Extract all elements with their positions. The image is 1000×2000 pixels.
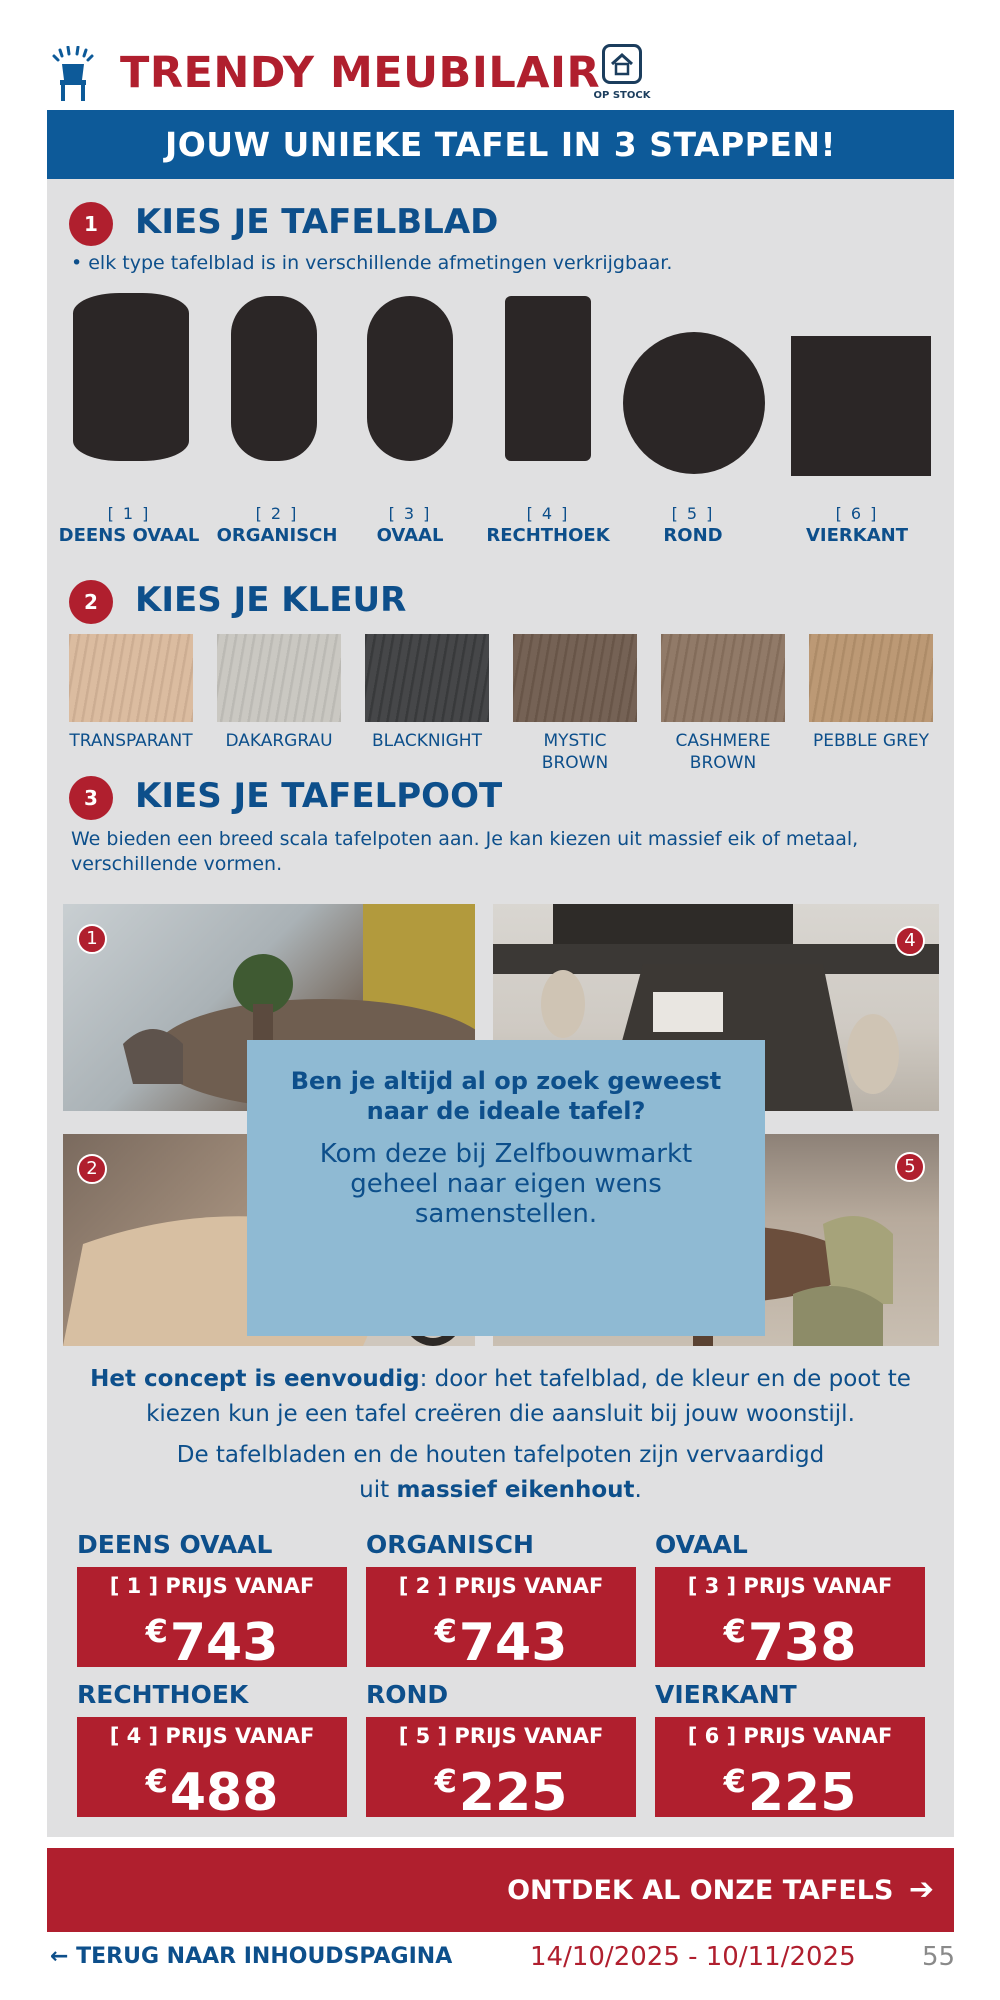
cta-label: ONTDEK AL ONZE TAFELS [507,1875,894,1906]
op-stock-label: OP STOCK [593,90,651,101]
info-box [247,1040,765,1336]
shape-label-3: [ 3 ] OVAAL [376,504,444,546]
color-label-transparant: TRANSPARANT [69,731,193,751]
swatch-pebble-grey [809,634,933,722]
shape-organisch [231,296,317,461]
shape-label-6: [ 6 ] VIERKANT [805,504,908,546]
price-box-rond: [ 5 ] PRIJS VANAF €225 [366,1717,636,1817]
price-box-vierkant: [ 6 ] PRIJS VANAF €225 [655,1717,925,1817]
color-label-mystic-brown: MYSTIC BROWN [541,731,609,773]
price-name-rond: ROND [366,1680,449,1709]
price-box-ovaal: [ 3 ] PRIJS VANAF €738 [655,1567,925,1667]
price-name-deens-ovaal: DEENS OVAAL [77,1530,273,1559]
step-3-number: 3 [69,776,113,820]
swatch-transparant [69,634,193,722]
swatch-mystic-brown [513,634,637,722]
photo-badge-4: 4 [895,926,925,956]
color-label-dakargrau: DAKARGRAU [225,731,333,751]
step-2-title: KIES JE KLEUR [135,580,407,620]
swatch-dakargrau [217,634,341,722]
info-question: Ben je altijd al op zoek geweest naar de ideale tafel? [290,1067,722,1125]
house-icon [602,44,642,84]
op-stock-badge [590,44,650,108]
page-header [44,40,664,110]
arrow-right-icon: ➔ [908,1872,934,1907]
info-answer: Kom deze bij Zelfbouwmarkt geheel naar eigen wens samenstellen. [319,1139,693,1229]
shape-rond [623,332,765,474]
color-label-cashmere-brown: CASHMERE BROWN [675,731,771,773]
step-1-title: KIES JE TAFELBLAD [135,202,499,242]
photo-badge-5: 5 [895,1152,925,1182]
shape-rechthoek [505,296,591,461]
back-to-contents-link[interactable] [50,1944,452,1969]
photo-badge-1: 1 [77,924,107,954]
price-name-vierkant: VIERKANT [655,1680,797,1709]
price-name-ovaal: OVAAL [655,1530,748,1559]
content-panel [47,110,954,1837]
validity-dates: 14/10/2025 - 10/11/2025 [530,1942,856,1972]
step-3-text-line1: We bieden een breed scala tafelpoten aan. Je kan kiezen uit massief eik of metaal, [71,828,859,850]
swatch-cashmere-brown [661,634,785,722]
chair-icon [48,46,98,102]
brand-title: TRENDY MEUBILAIR [120,48,601,98]
concept-line-3: De tafelbladen en de houten tafelpoten zijn vervaardigd [176,1442,825,1468]
step-3-title: KIES JE TAFELPOOT [135,776,503,816]
shape-label-2: [ 2 ] ORGANISCH [216,504,338,546]
steps-banner: JOUW UNIEKE TAFEL IN 3 STAPPEN! [47,110,954,179]
price-box-rechthoek: [ 4 ] PRIJS VANAF €488 [77,1717,347,1817]
shape-deens-ovaal [73,293,189,461]
color-label-pebble-grey: PEBBLE GREY [812,731,930,751]
concept-line-1: Het concept is eenvoudig: door het tafelblad, de kleur en de poot te [90,1366,911,1392]
arrow-left-icon: ← [50,1944,69,1969]
step-2-number: 2 [69,580,113,624]
price-box-organisch: [ 2 ] PRIJS VANAF €743 [366,1567,636,1667]
shape-vierkant [791,336,931,476]
step-1-note: • elk type tafelblad is in verschillende afmetingen verkrijgbaar. [71,252,673,274]
price-name-rechthoek: RECHTHOEK [77,1680,249,1709]
price-box-deens-ovaal: [ 1 ] PRIJS VANAF €743 [77,1567,347,1667]
concept-line-2: kiezen kun je een tafel creëren die aansluit bij jouw woonstijl. [146,1401,855,1427]
step-1-number: 1 [69,202,113,246]
photo-badge-2: 2 [77,1154,107,1184]
swatch-blacknight [365,634,489,722]
color-label-blacknight: BLACKNIGHT [372,731,482,751]
shape-ovaal [367,296,453,461]
concept-line-4: uit massief eikenhout. [359,1477,642,1503]
step-3-text-line2: verschillende vormen. [71,853,283,875]
discover-tables-button[interactable] [47,1848,954,1932]
shape-label-5: [ 5 ] ROND [663,504,723,546]
shape-label-4: [ 4 ] RECHTHOEK [486,504,610,546]
page-number: 55 [922,1942,956,1972]
shape-label-1: [ 1 ] DEENS OVAAL [58,504,200,546]
back-label: TERUG NAAR INHOUDSPAGINA [76,1944,453,1969]
price-name-organisch: ORGANISCH [366,1530,534,1559]
